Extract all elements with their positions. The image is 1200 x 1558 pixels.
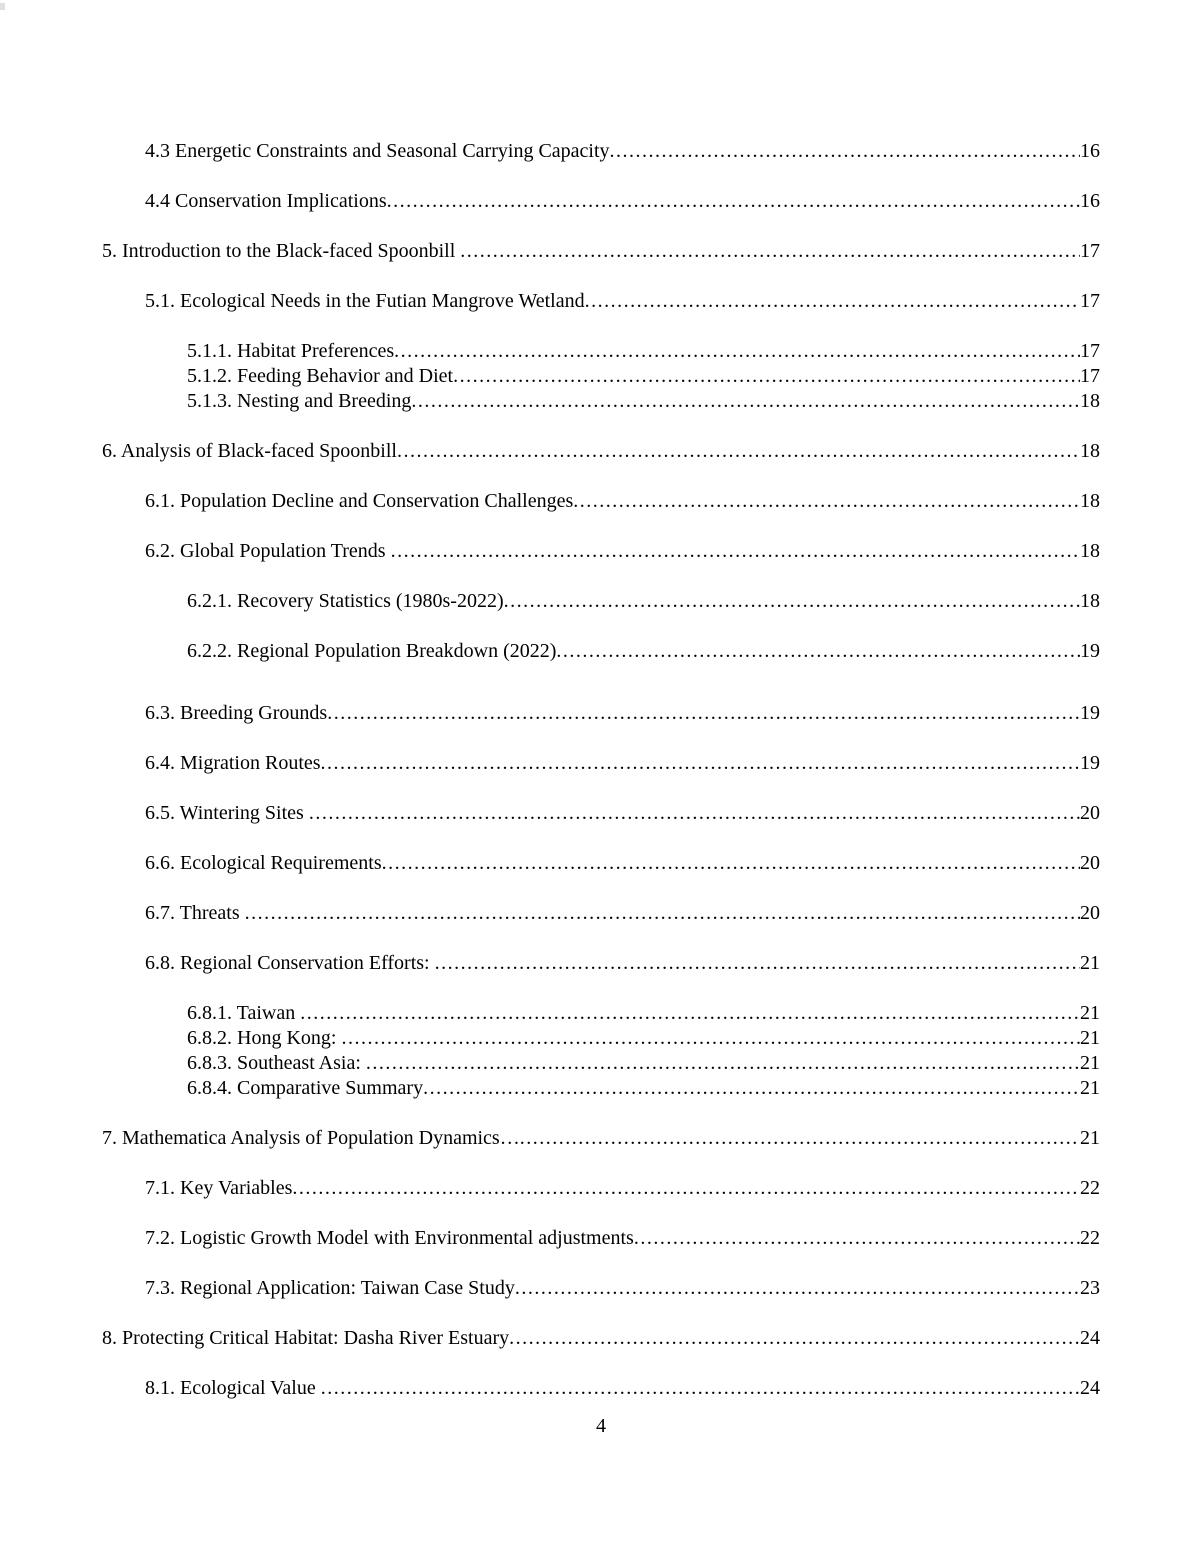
- toc-entry-label: 6.1. Population Decline and Conservation Challenges: [145, 490, 574, 512]
- toc-entry-label: 7.2. Logistic Growth Model with Environmental adjustments: [145, 1227, 634, 1249]
- toc-entry-page: 18: [1080, 390, 1100, 412]
- dot-leader: [300, 1001, 1080, 1026]
- scan-edge-artifact: [0, 3, 5, 10]
- toc-entry-label: 5.1.2. Feeding Behavior and Diet: [187, 365, 454, 387]
- dot-leader: [504, 589, 1080, 614]
- toc-entry: [187, 1076, 1100, 1101]
- table-of-contents: [102, 139, 1100, 1401]
- toc-entry-label: 6.4. Migration Routes: [145, 752, 321, 774]
- dot-leader: [341, 1026, 1080, 1051]
- toc-entry-page: 22: [1080, 1177, 1100, 1199]
- toc-entry-page: 19: [1080, 702, 1100, 724]
- toc-entry: [102, 439, 1100, 464]
- toc-entry-page: 16: [1080, 190, 1100, 212]
- toc-entry-label: 6.3. Breeding Grounds: [145, 702, 328, 724]
- toc-entry: [187, 639, 1100, 664]
- toc-entry: [187, 1026, 1100, 1051]
- toc-entry-page: 22: [1080, 1227, 1100, 1249]
- dot-leader: [573, 489, 1080, 514]
- toc-entry-page: 19: [1080, 752, 1100, 774]
- toc-entry-label: 4.3 Energetic Constraints and Seasonal Carrying Capacity: [145, 140, 610, 162]
- dot-leader: [292, 1176, 1080, 1201]
- dot-leader: [321, 751, 1080, 776]
- page-number-footer: 4: [596, 1415, 606, 1437]
- toc-entry-page: 20: [1080, 802, 1100, 824]
- toc-entry-label: 6.8.4. Comparative Summary: [187, 1077, 424, 1099]
- dot-leader: [460, 239, 1080, 264]
- toc-entry-label: 5.1.1. Habitat Preferences: [187, 340, 395, 362]
- toc-entry: [102, 1326, 1100, 1351]
- toc-entry-label: 6.2.1. Recovery Statistics (1980s-2022): [187, 590, 504, 612]
- toc-entry-label: 6.8.1. Taiwan: [187, 1002, 301, 1024]
- dot-leader: [515, 1276, 1080, 1301]
- toc-entry: [145, 1176, 1100, 1201]
- toc-entry-page: 24: [1080, 1377, 1100, 1399]
- toc-entry-page: 20: [1080, 852, 1100, 874]
- toc-entry-page: 20: [1080, 902, 1100, 924]
- toc-entry: [187, 339, 1100, 364]
- toc-entry-label: 6. Analysis of Black-faced Spoonbill: [102, 440, 397, 462]
- toc-entry-label: 6.8.2. Hong Kong:: [187, 1027, 342, 1049]
- toc-entry: [145, 489, 1100, 514]
- toc-entry: [145, 951, 1100, 976]
- toc-entry-label: 4.4 Conservation Implications: [145, 190, 387, 212]
- toc-entry: [145, 139, 1100, 164]
- toc-entry: [187, 389, 1100, 414]
- dot-leader: [610, 139, 1080, 164]
- dot-leader: [382, 851, 1080, 876]
- toc-entry-label: 5.1.3. Nesting and Breeding: [187, 390, 412, 412]
- toc-entry-label: 6.5. Wintering Sites: [145, 802, 309, 824]
- dot-leader: [411, 389, 1080, 414]
- dot-leader: [321, 1376, 1080, 1401]
- toc-entry-label: 7.1. Key Variables: [145, 1177, 293, 1199]
- toc-entry: [145, 539, 1100, 564]
- toc-entry-page: 18: [1080, 540, 1100, 562]
- toc-entry-label: 6.8.3. Southeast Asia:: [187, 1052, 366, 1074]
- dot-leader: [397, 439, 1080, 464]
- toc-entry: [145, 751, 1100, 776]
- toc-entry-label: 6.8. Regional Conservation Efforts:: [145, 952, 435, 974]
- dot-leader: [435, 951, 1080, 976]
- dot-leader: [391, 539, 1080, 564]
- toc-entry-page: 16: [1080, 140, 1100, 162]
- toc-entry: [187, 589, 1100, 614]
- toc-entry-page: 21: [1080, 952, 1100, 974]
- dot-leader: [387, 189, 1080, 214]
- toc-entry: [145, 801, 1100, 826]
- toc-entry-label: 5.1. Ecological Needs in the Futian Mangrove Wetland: [145, 290, 585, 312]
- dot-leader: [309, 801, 1080, 826]
- toc-entry-label: 6.6. Ecological Requirements: [145, 852, 382, 874]
- toc-entry: [145, 701, 1100, 726]
- dot-leader: [245, 901, 1080, 926]
- dot-leader: [509, 1326, 1080, 1351]
- toc-entry-label: 8. Protecting Critical Habitat: Dasha River Estuary: [102, 1327, 510, 1349]
- toc-entry-label: 8.1. Ecological Value: [145, 1377, 321, 1399]
- dot-leader: [556, 639, 1080, 664]
- toc-entry-page: 21: [1080, 1127, 1100, 1149]
- toc-entry: [102, 1126, 1100, 1151]
- dot-leader: [394, 339, 1080, 364]
- toc-entry: [187, 1001, 1100, 1026]
- toc-entry-label: 6.7. Threats: [145, 902, 245, 924]
- toc-entry: [145, 901, 1100, 926]
- dot-leader: [585, 289, 1080, 314]
- dot-leader: [366, 1051, 1080, 1076]
- dot-leader: [423, 1076, 1080, 1101]
- toc-entry-page: 18: [1080, 440, 1100, 462]
- toc-entry-label: 7. Mathematica Analysis of Population Dynamics…: [102, 1127, 520, 1149]
- toc-entry-page: 17: [1080, 365, 1100, 387]
- toc-entry: [145, 1376, 1100, 1401]
- dot-leader: [453, 364, 1080, 389]
- toc-entry: [102, 239, 1100, 264]
- toc-entry-label: 5. Introduction to the Black-faced Spoonbill: [102, 240, 461, 262]
- dot-leader: [327, 701, 1080, 726]
- dot-leader: [520, 1126, 1080, 1151]
- toc-entry-page: 23: [1080, 1277, 1100, 1299]
- toc-entry: [145, 1226, 1100, 1251]
- toc-entry-label: 6.2.2. Regional Population Breakdown (2022): [187, 640, 557, 662]
- toc-entry-page: 17: [1080, 240, 1100, 262]
- toc-entry: [145, 289, 1100, 314]
- toc-entry-page: 17: [1080, 290, 1100, 312]
- toc-entry-page: 24: [1080, 1327, 1100, 1349]
- toc-entry-page: 18: [1080, 590, 1100, 612]
- toc-entry-label: 6.2. Global Population Trends: [145, 540, 391, 562]
- toc-entry: [145, 851, 1100, 876]
- toc-entry: [187, 1051, 1100, 1076]
- toc-entry-page: 21: [1080, 1077, 1100, 1099]
- toc-entry-page: 17: [1080, 340, 1100, 362]
- toc-entry-page: 21: [1080, 1002, 1100, 1024]
- toc-entry-page: 21: [1080, 1027, 1100, 1049]
- toc-entry-page: 19: [1080, 640, 1100, 662]
- toc-entry: [145, 1276, 1100, 1301]
- toc-entry: [187, 364, 1100, 389]
- toc-entry-label: 7.3. Regional Application: Taiwan Case Study: [145, 1277, 515, 1299]
- dot-leader: [634, 1226, 1080, 1251]
- toc-entry: [145, 189, 1100, 214]
- toc-entry-page: 21: [1080, 1052, 1100, 1074]
- toc-entry-page: 18: [1080, 490, 1100, 512]
